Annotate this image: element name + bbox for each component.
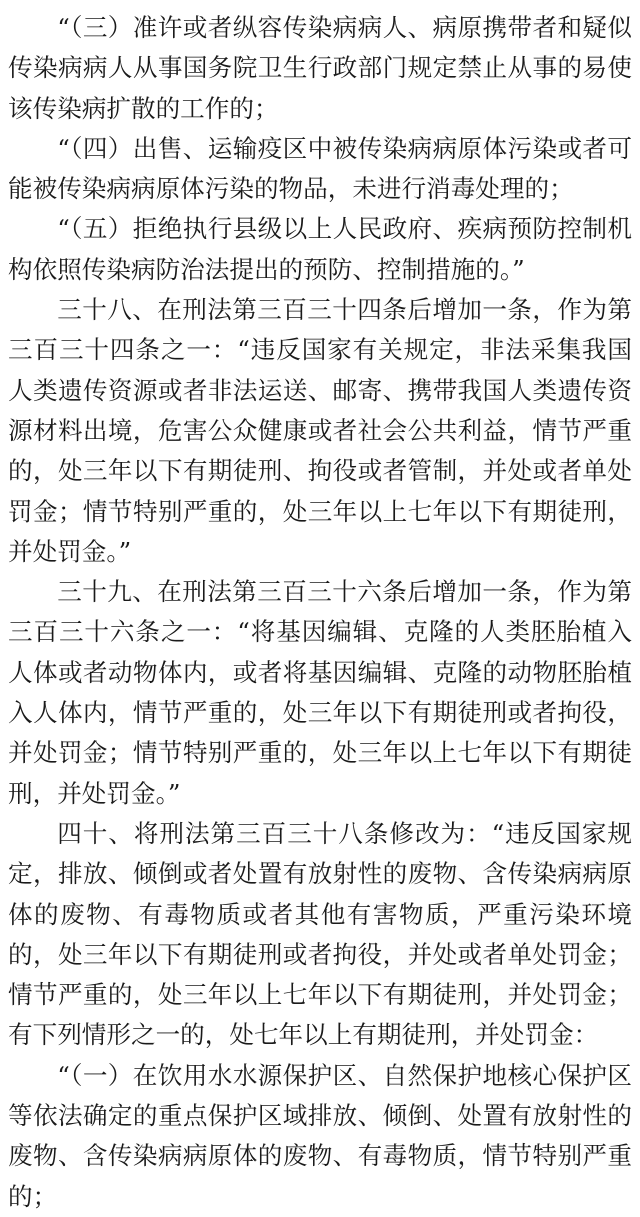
paragraph-item-5: “（五）拒绝执行县级以上人民政府、疾病预防控制机构依照传染病防治法提出的预防、控制措施的。” bbox=[8, 214, 632, 284]
paragraph-article-39: 三十九、在刑法第三百三十六条后增加一条，作为第三百三十六条之一：“将基因编辑、克隆的人类胚胎植入人体或者动物体内，或者将基因编辑、克隆的动物胚胎植入人体内，情节严重的，处三年以下有期徒刑或者拘役，并处罚金；情节特别严重的，处三年以上七年以下有期徒刑，并处罚金。” bbox=[8, 577, 632, 808]
paragraph-item-3: “（三）准许或者纵容传染病病人、病原携带者和疑似传染病病人从事国务院卫生行政部门规定禁止从事的易使该传染病扩散的工作的； bbox=[8, 13, 632, 123]
paragraph-article-40: 四十、将刑法第三百三十八条修改为：“违反国家规定，排放、倾倒或者处置有放射性的废物、含传染病病原体的废物、有毒物质或者其他有害物质，严重污染环境的，处三年以下有期徒刑或者拘役，并处或者单处罚金；情节严重的，处三年以上七年以下有期徒刑，并处罚金；有下列情形之一的，处七年以上有期徒刑，并处罚金： bbox=[8, 818, 632, 1050]
paragraph-article-38: 三十八、在刑法第三百三十四条后增加一条，作为第三百三十四条之一：“违反国家有关规定，非法采集我国人类遗传资源或者非法运送、邮寄、携带我国人类遗传资源材料出境，危害公众健康或者社会公共利益，情节严重的，处三年以下有期徒刑、拘役或者管制，并处或者单处罚金；情节特别严重的，处三年以上七年以下有期徒刑，并处罚金。” bbox=[8, 295, 632, 566]
paragraph-item-1: “（一）在饮用水水源保护区、自然保护地核心保护区等依法确定的重点保护区域排放、倾倒、处置有放射性的废物、含传染病病原体的废物、有毒物质，情节特别严重的； bbox=[8, 1060, 632, 1211]
paragraph-item-4: “（四）出售、运输疫区中被传染病病原体污染或者可能被传染病病原体污染的物品，未进行消毒处理的； bbox=[8, 133, 632, 204]
